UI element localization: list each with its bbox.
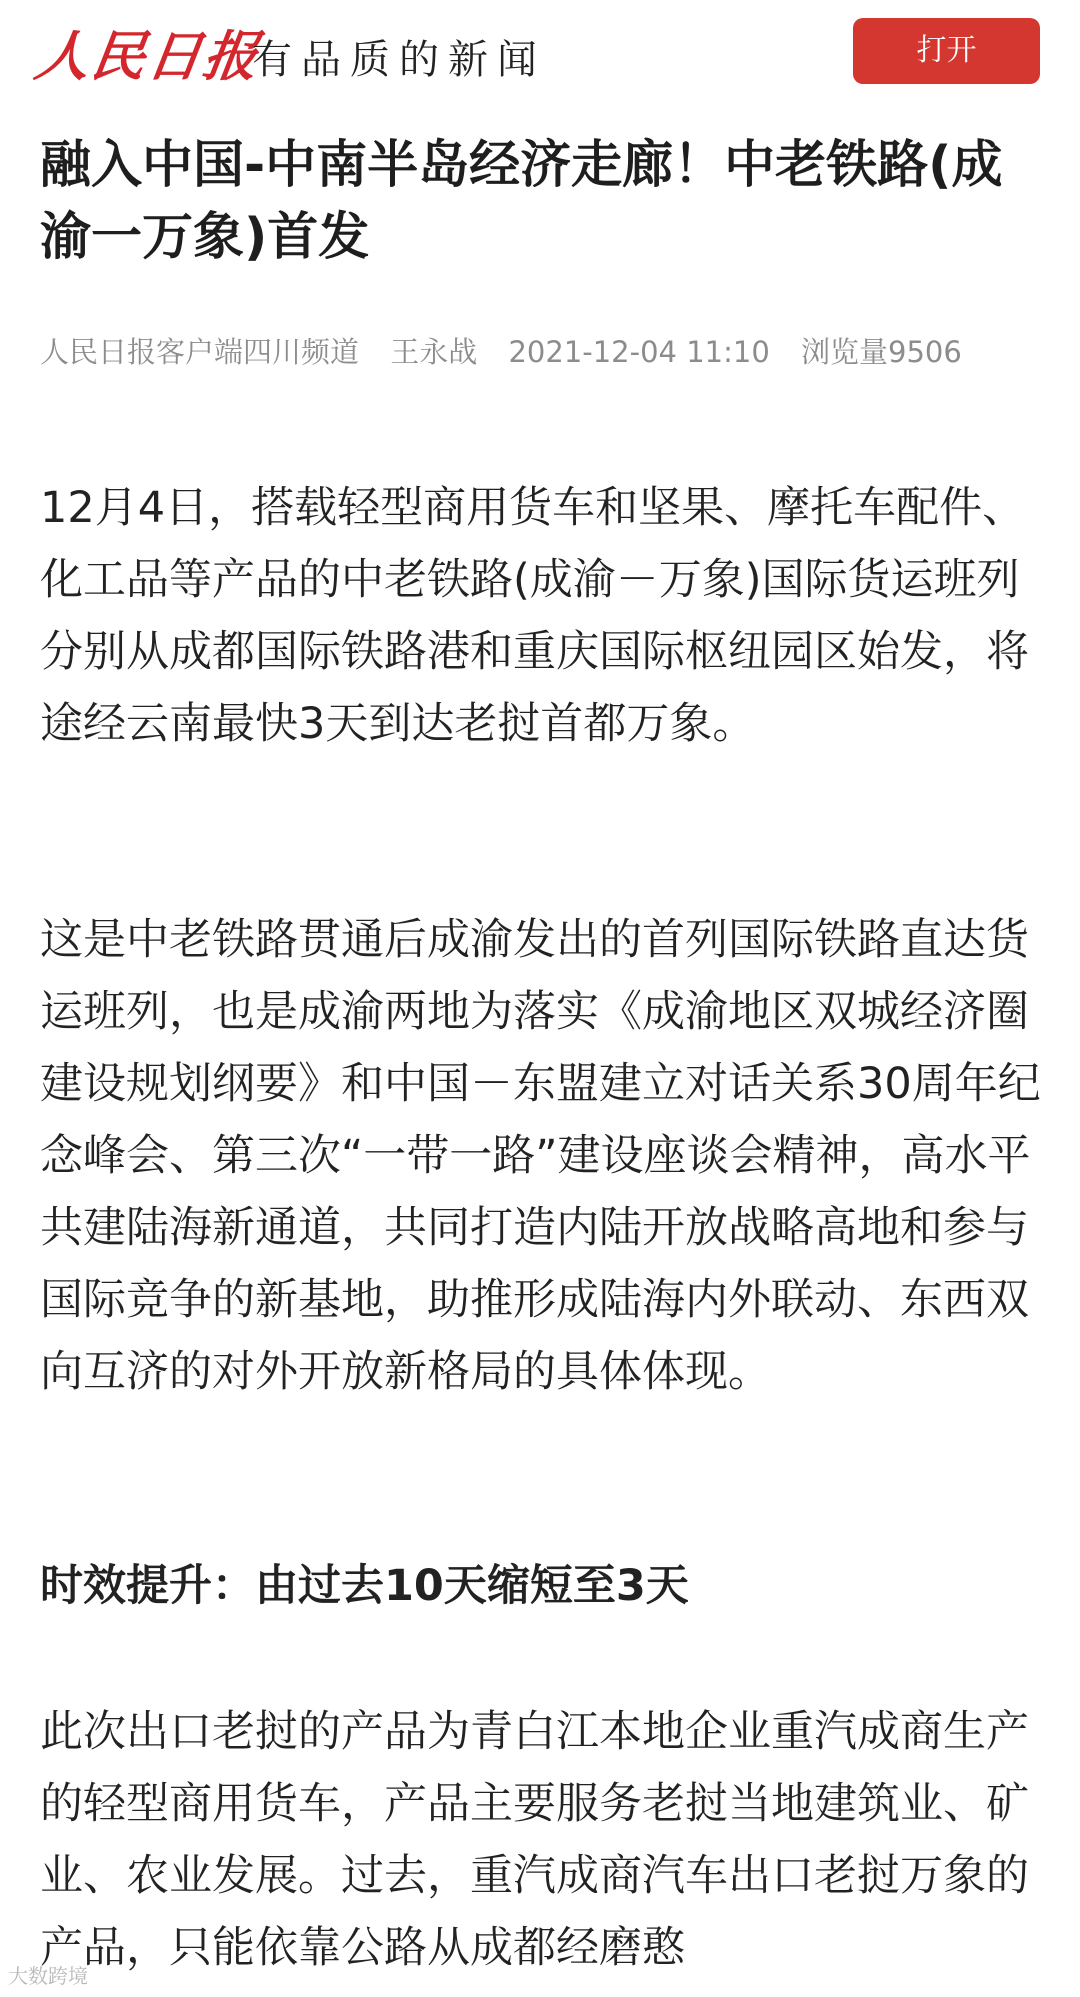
- article-paragraph: 此次出口老挝的产品为青白江本地企业重汽成商生产的轻型商用货车，产品主要服务老挝当地建筑业、矿业、农业发展。过去，重汽成商汽车出口老挝万象的产品，只能依靠公路从成都经磨憨: [40, 1707, 1029, 1973]
- header-slogan: 有品质的新闻: [252, 37, 546, 83]
- article-datetime: 2021-12-04 11:10: [508, 335, 770, 369]
- section-subheading: 时效提升：由过去10天缩短至3天: [40, 1561, 689, 1611]
- app-header: [0, 0, 1080, 100]
- article-paragraph: 12月4日，搭载轻型商用货车和坚果、摩托车配件、化工品等产品的中老铁路(成渝－万象)国际货运班列分别从成都国际铁路港和重庆国际枢纽园区始发，将途经云南最快3天到达老挝首都万象。: [40, 483, 1029, 749]
- article-paragraph: 这是中老铁路贯通后成渝发出的首列国际铁路直达货运班列，也是成渝两地为落实《成渝地区双城经济圈建设规划纲要》和中国－东盟建立对话关系30周年纪念峰会、第三次“一带一路”建设座谈会精神，高水平共建陆海新通道，共同打造内陆开放战略高地和参与国际竞争的新基地，助推形成陆海内外联动、东西双向互济的对外开放新格局的具体体现。: [40, 915, 1041, 1397]
- watermark-text: 大数跨境: [8, 1964, 88, 1988]
- article-view-count: 浏览量9506: [801, 335, 962, 369]
- article-title: 融入中国-中南半岛经济走廊！中老铁路(成渝一万象)首发: [40, 136, 1003, 267]
- peoples-daily-logo: 人民日报: [31, 24, 265, 88]
- open-app-button[interactable]: 打开: [853, 18, 1040, 84]
- article-source[interactable]: 人民日报客户端四川频道: [40, 335, 360, 369]
- article-author: 王永战: [390, 335, 478, 369]
- article-meta: [40, 330, 1050, 371]
